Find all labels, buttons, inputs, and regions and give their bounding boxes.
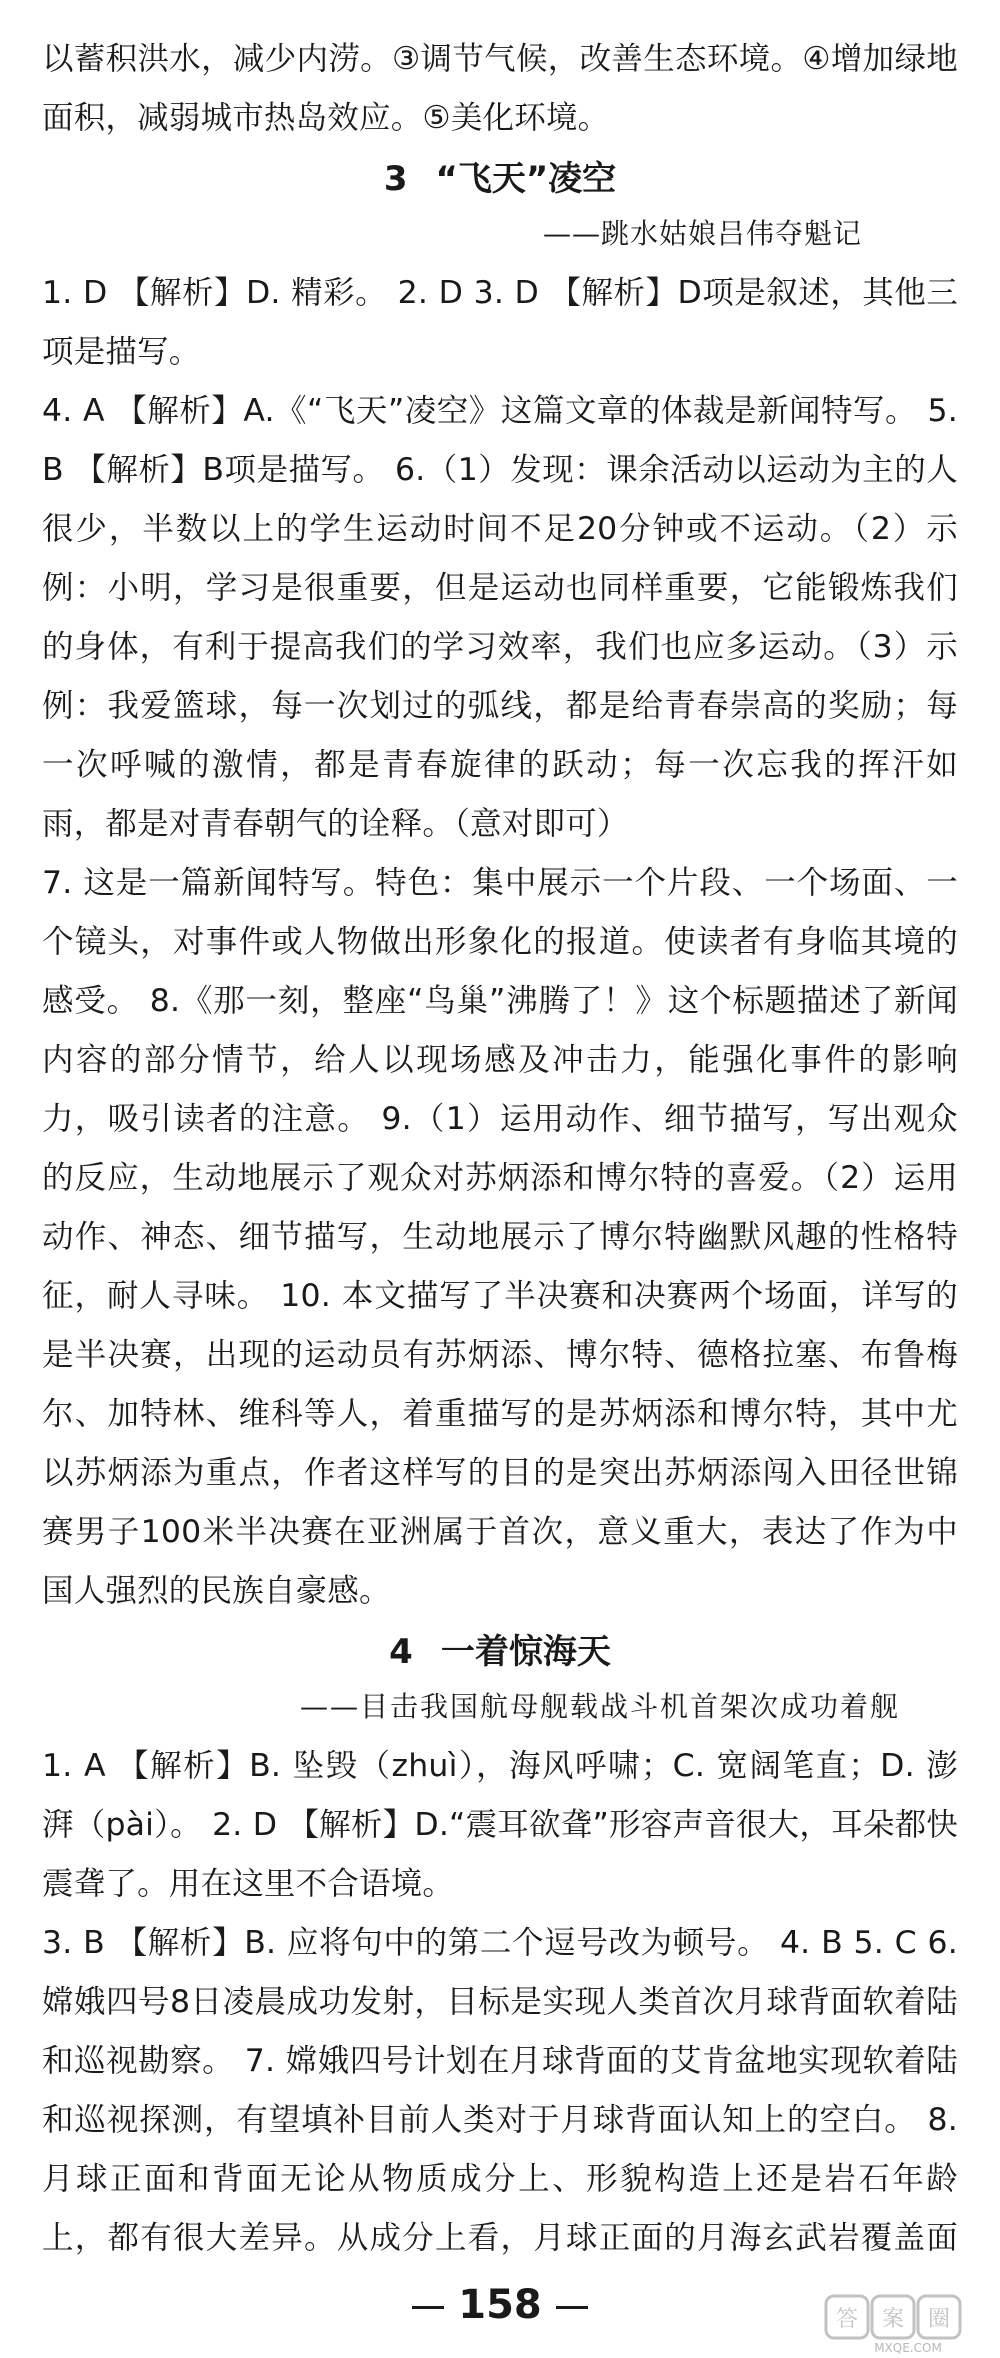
dash-right bbox=[556, 2306, 588, 2309]
section-title bbox=[42, 150, 958, 208]
section-number: 4 bbox=[389, 1632, 413, 1672]
section-title-text: 一着惊海天 bbox=[440, 1632, 611, 1672]
watermark-logo bbox=[824, 2292, 992, 2354]
section-3 bbox=[42, 150, 958, 1621]
section-subtitle: ——目击我国航母舰载战斗机首架次成功着舰 bbox=[299, 1690, 900, 1723]
svg-text:MXQE.COM: MXQE.COM bbox=[874, 2341, 942, 2354]
section-title-text: “飞天”凌空 bbox=[435, 159, 617, 199]
answer-paragraph: 3. B 【解析】B. 应将句中的第二个逗号改为顿号。 4. B 5. C 6. 嫦娥四号8日凌晨成功发射，目标是实现人类首次月球背面软着陆和巡视勘察。 7. 嫦娥四号计划在月球背面的艾肯盆地实现软着陆和巡视探测，有望填补目前人类对于月球背面认知上的空白。 8. 月球正面和背面无论从物质成分上、形貌构造上还是岩石年龄上，都有很大差异。从成分上看，月球正面的月海玄武岩覆盖面 bbox=[42, 1925, 958, 2256]
answer-paragraph: 1. D 【解析】D. 精彩。 2. D 3. D 【解析】D项是叙述，其他三项是描写。 bbox=[42, 275, 958, 370]
svg-text:圈: 圈 bbox=[927, 2307, 951, 2332]
intro-paragraph: 以蓄积洪水，减少内涝。③调节气候，改善生态环境。④增加绿地面积，减弱城市热岛效应。⑤美化环境。 bbox=[42, 41, 958, 136]
dash-left bbox=[412, 2306, 444, 2309]
section-title bbox=[42, 1623, 958, 1681]
answer-paragraph: 1. A 【解析】B. 坠毁（zhuì），海风呼啸；C. 宽阔笔直；D. 澎湃（pài）。 2. D 【解析】D.“震耳欲聋”形容声音很大，耳朵都快震聋了。用在这里不合语境。 bbox=[42, 1748, 958, 1902]
answer-paragraph: 4. A 【解析】A.《“飞天”凌空》这篇文章的体裁是新闻特写。 5. B 【解析】B项是描写。 6.（1）发现：课余活动以运动为主的人很少，半数以上的学生运动时间不足20分钟或不运动。（2）示例：小明，学习是很重要，但是运动也同样重要，它能锻炼我们的身体，有利于提高我们的学习效率，我们也应多运动。（3）示例：我爱篮球，每一次划过的弧线，都是给青春崇高的奖励；每一次呼喊的激情，都是青春旋律的跃动；每一次忘我的挥汗如雨，都是对青春朝气的诠释。（意对即可） bbox=[42, 393, 958, 842]
section-subtitle: ——跳水姑娘吕伟夺魁记 bbox=[542, 217, 862, 250]
svg-text:答: 答 bbox=[835, 2307, 859, 2332]
section-4 bbox=[42, 1623, 958, 2280]
svg-text:案: 案 bbox=[881, 2307, 905, 2332]
page-number-text: 158 bbox=[458, 2282, 542, 2328]
section-number: 3 bbox=[383, 159, 408, 199]
document-page bbox=[42, 30, 958, 2280]
answer-paragraph: 7. 这是一篇新闻特写。特色：集中展示一个片段、一个场面、一个镜头，对事件或人物做出形象化的报道。使读者有身临其境的感受。 8.《那一刻，整座“鸟巢”沸腾了！》这个标题描述了新闻内容的部分情节，给人以现场感及冲击力，能强化事件的影响力，吸引读者的注意。 9.（1）运用动作、细节描写，写出观众的反应，生动地展示了观众对苏炳添和博尔特的喜爱。（2）运用动作、神态、细节描写，生动地展示了博尔特幽默风趣的性格特征，耐人寻味。 10. 本文描写了半决赛和决赛两个场面，详写的是半决赛，出现的运动员有苏炳添、博尔特、德格拉塞、布鲁梅尔、加特林、维科等人，着重描写的是苏炳添和博尔特，其中尤以苏炳添为重点，作者这样写的目的是突出苏炳添闯入田径世锦赛男子100米半决赛在亚洲属于首次，意义重大，表达了作为中国人强烈的民族自豪感。 bbox=[42, 865, 958, 1609]
